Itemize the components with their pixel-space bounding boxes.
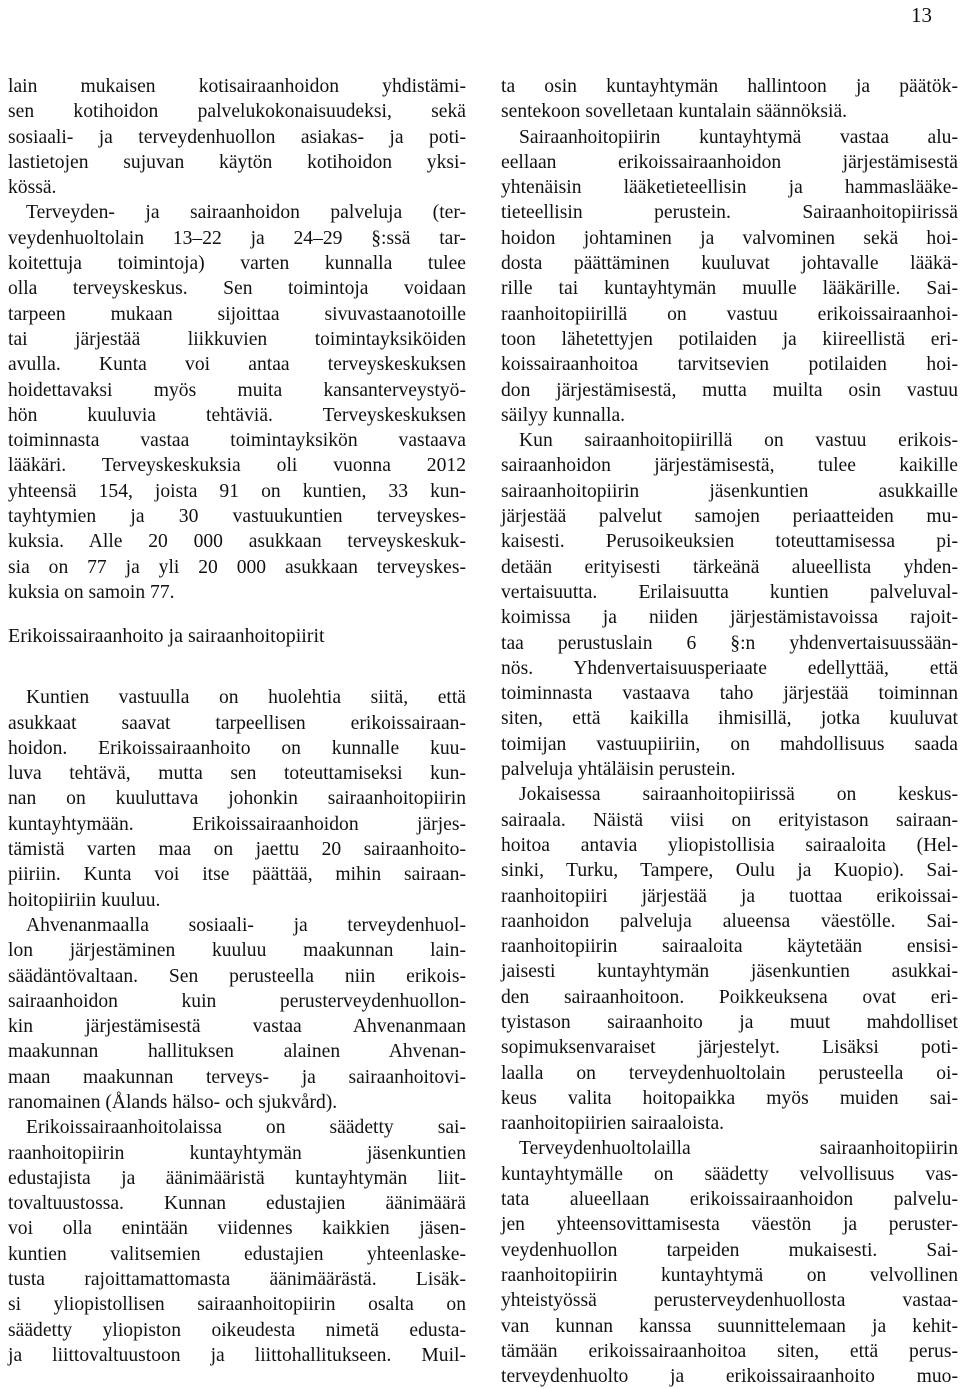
right-column <box>501 74 958 1389</box>
text-line: tata alueellaan erikoissairaanhoidon palvelu- <box>501 1189 958 1211</box>
text-line: sairaanhoitopiirin jäsenkuntien asukkaille <box>501 480 958 502</box>
text-line: sairaanhoidon kuin perusterveydenhuollon- <box>8 990 466 1012</box>
text-line: Jokaisessa sairaanhoitopiirissä on keskus- <box>519 784 958 806</box>
text-line: lääkäri. Terveyskeskuksia oli vuonna 2012 <box>8 455 466 477</box>
text-line: kaisesti. Perusoikeuksien toteuttamisessa pi- <box>501 531 958 553</box>
text-line: toiminnasta vastaa toimintayksikön vastaava <box>8 430 466 452</box>
text-line: veydenhuoltolain 13–22 ja 24–29 §:ssä tar- <box>8 227 466 249</box>
text-line: voi olla enintään viidennes kaikkien jäsen- <box>8 1218 466 1240</box>
text-line: kuntayhtymälle on säädetty velvollisuus vas- <box>501 1163 958 1185</box>
text-line: detään erityisesti tärkeänä alueellista yhden- <box>501 556 958 578</box>
paragraph <box>8 74 466 200</box>
text-line: nös. Yhdenvertaisuusperiaate edellyttää, että <box>501 657 958 679</box>
text-line: maan maakunnan terveys- ja sairaanhoitovi- <box>8 1066 466 1088</box>
text-line: piiriin. Kunta voi itse päättää, mihin sairaan- <box>8 864 466 886</box>
text-line: Erikoissairaanhoitolaissa on säädetty sai- <box>26 1117 466 1139</box>
text-line: si yliopistollisen sairaanhoitopiirin osalta on <box>8 1294 466 1316</box>
text-line: tarpeen mukaan sijoittaa sivuvastaanotoille <box>8 303 466 325</box>
text-line: raanhoitopiirin sairaaloita käytetään ensisi- <box>501 936 958 958</box>
text-line: raanhoitopiiri järjestää ja tuottaa erikoissai- <box>501 885 958 907</box>
text-line: toiminnasta vastaava taho järjestää toiminnan <box>501 683 958 705</box>
paragraph <box>501 125 958 429</box>
text-line: laalla on terveydenhuoltolain perusteella oi- <box>501 1062 958 1084</box>
text-line: eellaan erikoissairaanhoidon järjestämisestä <box>501 151 958 173</box>
text-line: veydenhuollon tarpeiden mukaisesti. Sai- <box>501 1239 958 1261</box>
text-line: toon lähetettyjen potilaiden ja kiireellistä eri- <box>501 328 958 350</box>
text-line: säädetty yliopiston oikeudesta nimetä edusta- <box>8 1319 466 1341</box>
text-line: raanhoidon palveluja alueensa väestölle. Sai- <box>501 910 958 932</box>
text-line: järjestää palvelut samojen periaatteiden mu- <box>501 506 958 528</box>
text-line: koissairaanhoitoa tarvitsevien potilaiden hoi- <box>501 354 958 376</box>
text-line: kuntayhtymään. Erikoissairaanhoidon järjes- <box>8 813 466 835</box>
text-line: yhteensä 154, joista 91 on kuntien, 33 kun- <box>8 480 466 502</box>
paragraph <box>8 913 466 1115</box>
text-line: säädäntövaltaan. Sen perusteella niin erikois- <box>8 965 466 987</box>
text-line: tämistä varten maa on jaettu 20 sairaanhoito- <box>8 839 466 861</box>
text-line: toimijan vastuupiiriin, on mahdollisuus saada <box>501 733 958 755</box>
text-line: Sairaanhoitopiirin kuntayhtymä vastaa alu- <box>519 126 958 148</box>
text-line: sia on 77 ja yli 20 000 asukkaan terveyskes- <box>8 556 466 578</box>
page-number: 13 <box>911 3 932 27</box>
text-line: hoidettavaksi myös muita kansanterveystyö- <box>8 379 466 401</box>
text-line: don järjestämisestä, mutta muilta osin vastuu <box>501 379 958 401</box>
text-line: jen yhteensovittamisesta väestön ja peruster- <box>501 1214 958 1236</box>
text-line: tovaltuustossa. Kunnan edustajien äänimäärä <box>8 1193 466 1215</box>
text-line: kuksia. Alle 20 000 asukkaan terveyskeskuk- <box>8 531 466 553</box>
text-line: Kuntien vastuulla on huolehtia siitä, että <box>26 687 466 709</box>
text-line: hoitopiiriin kuuluu. <box>8 889 161 911</box>
text-line: sairaala. Näistä viisi on erityistason sairaan- <box>501 809 958 831</box>
text-line: tämään erikoissairaanhoitoa siten, että perus- <box>501 1340 958 1362</box>
text-line: sen kotihoidon palvelukokonaisuudeksi, sekä <box>8 101 466 123</box>
text-line: vertaisuutta. Erilaisuutta kuntien palveluval- <box>501 581 958 603</box>
text-line: lastietojen sujuvan käytön kotihoidon yksi- <box>8 151 466 173</box>
paragraph <box>8 1115 466 1368</box>
text-line: nan on kuuluttava johonkin sairaanhoitopiirin <box>8 788 466 810</box>
text-line: sopimuksenvaraiset järjestelyt. Lisäksi poti- <box>501 1037 958 1059</box>
text-line: dosta päättäminen kuuluvat johtavalle lääkä- <box>501 253 958 275</box>
text-line: Kun sairaanhoitopiirillä on vastuu erikois- <box>519 430 958 452</box>
text-line: raanhoitopiirin kuntayhtymä on velvollinen <box>501 1264 958 1286</box>
text-line: terveydenhuolto ja erikoissairaanhoito muo- <box>501 1366 958 1388</box>
text-line: avulla. Kunta voi antaa terveyskeskuksen <box>8 354 466 376</box>
text-line: raanhoitopiirien sairaaloista. <box>501 1113 725 1135</box>
paragraph <box>501 1136 958 1389</box>
text-line: raanhoitopiirillä on vastuu erikoissairaanhoi- <box>501 303 958 325</box>
text-line: tyistason sairaanhoito ja muut mahdolliset <box>501 1011 958 1033</box>
text-line: jaisesti kuntayhtymän jäsenkuntien asukkai- <box>501 961 958 983</box>
text-line: rille tai kuntayhtymän muulle lääkärille. Sai- <box>501 278 958 300</box>
text-line: kin järjestämisestä vastaa Ahvenanmaan <box>8 1016 466 1038</box>
text-line: asukkaat saavat tarpeellisen erikoissairaan- <box>8 712 466 734</box>
paragraph <box>501 74 958 125</box>
text-line: kuksia on samoin 77. <box>8 581 175 603</box>
text-line: edustajista ja äänimääristä kuntayhtymän liit- <box>8 1167 466 1189</box>
text-line: palveluja yhtäläisin perustein. <box>501 759 736 781</box>
paragraph <box>8 200 466 605</box>
text-line: tai järjestää liikkuvien toimintayksiköiden <box>8 328 466 350</box>
text-line: lon järjestäminen kuuluu maakunnan lain- <box>8 940 466 962</box>
text-line: sinki, Turku, Tampere, Oulu ja Kuopio). Sai- <box>501 860 958 882</box>
paragraph <box>501 428 958 782</box>
text-line: ta osin kuntayhtymän hallintoon ja päätök- <box>501 76 958 97</box>
text-line: keus valita hoitopaikka myös muiden sai- <box>501 1087 958 1109</box>
text-line: olla terveyskeskus. Sen toimintoja voidaan <box>8 278 466 300</box>
text-line: maakunnan hallituksen alainen Ahvenan- <box>8 1041 466 1063</box>
text-line: Terveydenhuoltolailla sairaanhoitopiirin <box>519 1138 958 1160</box>
text-line: hoitoa antavia yliopistollisia sairaaloita (Hel- <box>501 834 958 856</box>
text-line: sairaanhoidon järjestämisestä, tulee kaikille <box>501 455 958 477</box>
text-line: tieteellisin perustein. Sairaanhoitopiirissä <box>501 202 958 224</box>
text-line: van kunnan kanssa suunnittelemaan ja kehit- <box>501 1315 958 1337</box>
text-line: raanhoitopiirin kuntayhtymän jäsenkuntien <box>8 1142 466 1164</box>
text-line: säilyy kunnalla. <box>501 404 626 426</box>
text-line: den sairaanhoitoon. Poikkeuksena ovat eri- <box>501 986 958 1008</box>
paragraph <box>8 685 466 913</box>
text-line: siten, että kaikilla ihmisillä, jotka kuuluvat <box>501 708 958 730</box>
text-line: koitettuja toimintoja) varten kunnalla tulee <box>8 253 466 275</box>
text-line: kössä. <box>8 177 57 199</box>
text-line: Terveyden- ja sairaanhoidon palveluja (ter- <box>26 202 466 224</box>
text-line: luva tehtävä, mutta sen toteuttamiseksi kun- <box>8 763 466 785</box>
text-line: tayhtymien ja 30 vastuukuntien terveyskes- <box>8 506 466 528</box>
text-line: hoidon. Erikoissairaanhoito on kunnalle kuu- <box>8 737 466 759</box>
text-line: kuntien valitsemien edustajien yhteenlaske- <box>8 1243 466 1265</box>
text-line: ja liittovaltuustoon ja liittohallitukseen. Muil- <box>8 1344 466 1366</box>
paragraph <box>501 782 958 1136</box>
section-heading: Erikoissairaanhoito ja sairaanhoitopiirit <box>8 625 325 648</box>
left-column <box>8 74 466 1368</box>
text-line: taa perustuslain 6 §:n yhdenvertaisuussään- <box>501 632 958 654</box>
text-line: sentekoon sovelletaan kuntalain säännöksiä. <box>501 101 848 123</box>
text-line: koimissa ja niiden järjestämistavoissa rajoit- <box>501 607 958 629</box>
text-line: yhtenäisin lääketieteellisin ja hammaslääke- <box>501 177 958 199</box>
text-line: sosiaali- ja terveydenhuollon asiakas- ja poti- <box>8 126 466 148</box>
text-line: tusta rajoittamattomasta äänimäärästä. Lisäk- <box>8 1269 466 1291</box>
text-line: ranomainen (Ålands hälso- och sjukvård). <box>8 1091 338 1113</box>
text-line: Ahvenanmaalla sosiaali- ja terveydenhuol- <box>26 914 466 936</box>
text-line: lain mukaisen kotisairaanhoidon yhdistämi- <box>8 76 466 97</box>
text-line: yhteistyössä perusterveydenhuollosta vastaa- <box>501 1290 958 1312</box>
text-line: hoidon johtaminen ja valvominen sekä hoi- <box>501 227 958 249</box>
text-line: hön kuuluvia tehtäviä. Terveyskeskuksen <box>8 404 466 426</box>
